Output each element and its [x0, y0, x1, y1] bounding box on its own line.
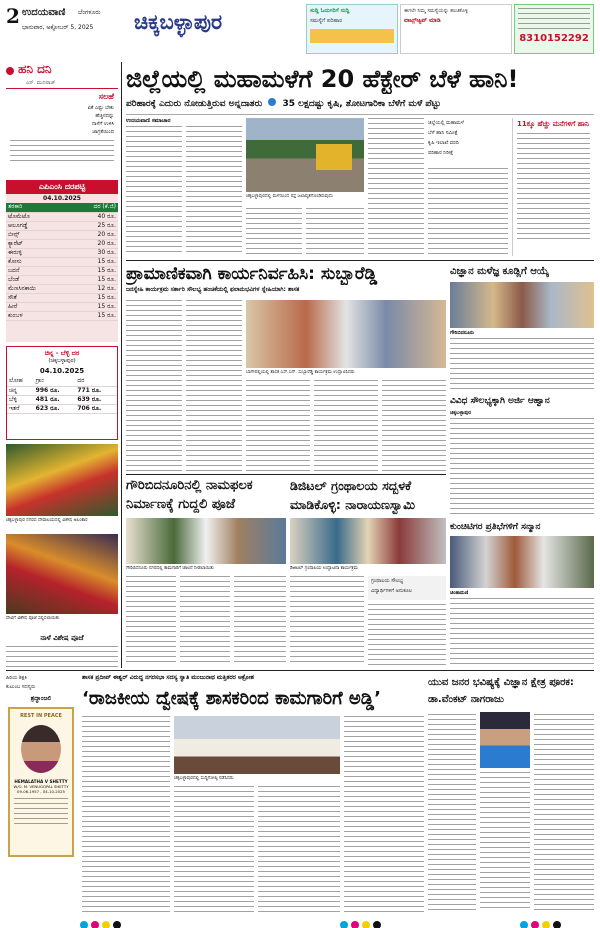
story3-photo — [450, 282, 594, 328]
rate-value: 20 ರೂ. — [67, 230, 118, 239]
gold-metal: ಚಿನ್ನ — [7, 386, 34, 395]
separator-dot-icon — [268, 98, 276, 106]
reg-mark-icon — [373, 921, 381, 928]
section-rule — [126, 474, 446, 475]
bullet-item: ಕೃಷಿ ಇಲಾಖೆ ವರದಿ — [428, 140, 459, 146]
rate-item: ಸೌತೆ — [6, 293, 67, 302]
obit-text — [14, 798, 68, 828]
temple-photo-2 — [6, 534, 118, 614]
rate-item: ಈರುಳ್ಳಿ — [6, 248, 67, 257]
lead-subhead-right: 35 ಲಕ್ಷದಷ್ಟು ಕೃಷಿ, ತೋಟಗಾರಿಕಾ ಬೆಳೆಗೆ ಮಳೆ ಪೆಟ್ಟು — [282, 99, 441, 109]
obituary-box — [6, 674, 76, 914]
quote-line: ಹೆಚ್ಚಿನದನ್ನು — [95, 113, 114, 119]
quote-title: ಸಲಹೆ — [98, 92, 114, 101]
ad-box-1 — [306, 4, 398, 54]
table-row — [6, 230, 118, 239]
gold-value: 623 ರೂ. — [34, 404, 76, 413]
story6-headline: ವಿವಿಧ ಸೌಲಭ್ಯಕ್ಕಾಗಿ ಅರ್ಜಿ ಆಹ್ವಾನ — [450, 396, 550, 406]
story5-headline-box — [290, 476, 446, 516]
rate-item: ಹೀರೆ — [6, 302, 67, 311]
brand-dot-icon — [6, 67, 14, 75]
story6-text — [450, 418, 594, 514]
table-row — [6, 302, 118, 311]
lead-side-box — [512, 118, 594, 256]
story4-headline: ಗೌರಿಬಿದನೂರಿನಲ್ಲಿ ನಾಮಫಲಕ ನಿರ್ಮಾಣಕ್ಕೆ ಗುದ್ದಲಿ ಪೂಜೆ — [126, 478, 253, 512]
table-row — [6, 275, 118, 284]
rate-value: 15 ರೂ. — [67, 266, 118, 275]
obit-card — [8, 707, 74, 857]
lead-col-3 — [246, 208, 302, 256]
bottom-kicker: ಶಾಸಕ ಪ್ರದೀಪ್ ಈಶ್ವರ್ ವಿರುದ್ಧ ನಗರಸಭಾ ಸದಸ್ಯ ಸ್ವಾತಿ ಮಂಜುನಾಥ ಮತ್ತಿತರರ ಆಕ್ರೋಶ — [82, 674, 254, 681]
rate-item: ಕೋಸು — [6, 257, 67, 266]
table-row — [7, 386, 117, 395]
story2-col-5 — [382, 380, 446, 472]
gold-value: 996 ರೂ. — [34, 386, 76, 395]
story7-text — [450, 598, 594, 664]
reg-mark-icon — [362, 921, 370, 928]
apmc-rates-box — [6, 180, 118, 342]
obit-name: HEMALATHA V SHETTY — [14, 779, 68, 784]
sidebar — [6, 60, 118, 650]
quote-line: ಜಾಗ್ರತೆಯಿಂದ — [92, 129, 114, 135]
rate-item: ಬೀನ್ಸ್ — [6, 230, 67, 239]
story2-photo — [246, 300, 446, 368]
table-row — [6, 212, 118, 221]
story2-col-2 — [186, 300, 242, 472]
story7-photo — [450, 536, 594, 588]
table-row — [6, 257, 118, 266]
lead-col-5 — [368, 118, 424, 256]
rate-item: ಆಲೂಗಡ್ಡೆ — [6, 221, 67, 230]
story4-col-3 — [234, 576, 286, 666]
story4-col-2 — [180, 576, 230, 666]
registration-marks-right — [520, 914, 564, 924]
quote-body-lines — [10, 140, 114, 162]
story5-caption: ಡಿಜಿಟಲ್ ಗ್ರಂಥಾಲಯ ಉದ್ಘಾಟನಾ ಕಾರ್ಯಕ್ರಮ — [290, 566, 358, 571]
rate-value: 15 ರೂ. — [67, 257, 118, 266]
lead-subhead-bar — [126, 98, 594, 112]
bottom-photo — [174, 716, 340, 774]
bottom-rule — [6, 670, 594, 671]
story3-headline: ವಿಜ್ಞಾನ ಮಳೆಜ್ಞ ಕೂಡ್ಲಿಗೆ ಆಯ್ಕೆ — [450, 266, 549, 277]
story4-col-1 — [126, 576, 176, 666]
rates-table — [6, 203, 118, 321]
reg-mark-icon — [520, 921, 528, 928]
ad1-phone-graphic — [310, 29, 394, 43]
event-body-lines — [6, 646, 118, 668]
rate-value: 25 ರೂ. — [67, 221, 118, 230]
lead-headline: ಜಿಲ್ಲೆಯಲ್ಲಿ ಮಹಾಮಳೆಗೆ 20 ಹೆಕ್ಟೇರ್ ಬೆಳೆ ಹಾನಿ! — [126, 65, 519, 93]
story5-photo — [290, 518, 446, 564]
temple-photo-1 — [6, 444, 118, 516]
rates-title: ಎಪಿಎಂಸಿ ದರಪಟ್ಟಿ — [6, 180, 118, 194]
story6-byline: ಚಿಕ್ಕಬಳ್ಳಾಪುರ — [450, 410, 471, 416]
gold-value: 481 ರೂ. — [34, 395, 76, 404]
gold-sub: (ಚಿಕ್ಕಬಳ್ಳಾಪುರ) — [48, 358, 76, 364]
obit-portrait — [21, 725, 61, 773]
story2-col-1 — [126, 300, 182, 472]
obit-relation: W/O. M. VENUGOPAL SHETTY — [13, 784, 69, 789]
bullet-item: ವಿದ್ಯಾರ್ಥಿಗಳಿಗೆ ಅನುಕೂಲ — [371, 588, 413, 594]
story3-byline: ಗೌರಿಬಿದನೂರು — [450, 330, 475, 336]
table-row — [6, 266, 118, 275]
lead-rule — [126, 114, 594, 115]
table-row — [6, 293, 118, 302]
gold-title: ಚಿನ್ನ - ಬೆಳ್ಳಿ ದರ — [44, 349, 80, 357]
reg-mark-icon — [340, 921, 348, 928]
bottom-col-4 — [344, 716, 424, 912]
table-row — [6, 311, 118, 320]
right-headline: ಯುವ ಜನರ ಭವಿಷ್ಯಕ್ಕೆ ವಿಜ್ಞಾನ ಕ್ಷೇತ್ರ ಪೂರಕ: ಡಾ.ವೆಂಕಟ್ ನಾಗರಾಜು — [428, 677, 574, 705]
table-row — [7, 404, 117, 413]
table-row — [7, 395, 117, 404]
date: ಭಾನುವಾರ, ಅಕ್ಟೋಬರ್ 5, 2025 — [22, 24, 94, 31]
story5-col-1 — [290, 576, 364, 666]
quote-line: ಏಕೆ ಎಷ್ಟು ಬೇಕು — [87, 105, 114, 111]
lead-photo-caption: ಚಿಕ್ಕಬಳ್ಳಾಪುರದಲ್ಲಿ ಮಳೆಯಿಂದ ರಸ್ತೆ ಜಲಾವೃತಗೊಂಡಿರುವುದು — [246, 194, 333, 199]
column-divider — [121, 62, 122, 668]
lead-byline: ಉದಯವಾಣಿ ಸಮಾಚಾರ — [126, 118, 171, 124]
masthead — [6, 4, 594, 58]
gold-table — [7, 377, 117, 414]
section-rule — [126, 260, 594, 261]
bottom-col-2 — [174, 786, 254, 912]
bottom-caption: ಚಿಕ್ಕಬಳ್ಳಾಪುರದಲ್ಲಿ ಸುದ್ದಿಗೋಷ್ಠಿ ನಡೆಸಿದರು — [174, 776, 234, 781]
right-headline-box — [428, 674, 594, 710]
obit-rip: REST IN PEACE — [20, 713, 62, 719]
reg-mark-icon — [80, 921, 88, 928]
rate-value: 15 ರೂ. — [67, 302, 118, 311]
bullet-item: ಗ್ರಂಥಾಲಯ ಸೌಲಭ್ಯ — [371, 578, 404, 584]
bottom-col-3 — [258, 786, 340, 912]
table-row — [6, 248, 118, 257]
gold-value: 771 ರೂ. — [75, 386, 117, 395]
obit-bullet: ಕುಟುಂಬ ಸದಸ್ಯರು — [6, 684, 36, 690]
story2-subhead: ಜನಸ್ನೇಹಿ ಕಾರ್ಯಕ್ರಮ ಸರ್ಕಾರಿ ಸೌಲಭ್ಯ ಹಂಚಿಕೆಯಲ್ಲಿ ಫಲಾನುಭವಿಗಳ ಸ್ನೇಹಿಯಾಗಿ: ಶಾಸಕ — [126, 286, 300, 293]
story4-photo — [126, 518, 286, 564]
rate-item: ಕ್ಯಾರೆಟ್ — [6, 239, 67, 248]
phone-number: 8310152292 — [519, 33, 589, 44]
bottom-col-1 — [82, 716, 170, 912]
photo2-caption: ದೇವಿಗೆ ವಿಶೇಷ ಪೂಜೆ ಸಲ್ಲಿಸಲಾಯಿತು — [6, 616, 60, 621]
table-row — [6, 239, 118, 248]
reg-mark-icon — [91, 921, 99, 928]
story5-bullet-box — [368, 576, 446, 600]
ad2-text: ಈಗಲೇ ನಿಮ್ಮ ಸಮಸ್ಯೆಯನ್ನು ಹಂಚಿಕೊಳ್ಳಿ — [404, 8, 468, 14]
rate-value: 15 ರೂ. — [67, 311, 118, 320]
story2-col-4 — [314, 380, 378, 472]
lead-subhead-left: ಪರಿಹಾರಕ್ಕೆ ಎದುರು ನೋಡುತ್ತಿರುವ ಅನ್ನದಾತರು — [126, 99, 263, 109]
gold-metal: ಇತರೆ — [7, 404, 34, 413]
right-col-2 — [534, 714, 594, 912]
story5-headline: ಡಿಜಿಟಲ್ ಗ್ರಂಥಾಲಯ ಸದ್ಬಳಕೆ ಮಾಡಿಕೊಳ್ಳಿ: ನಾರಾಯಣಸ್ವಾಮಿ — [290, 478, 416, 512]
gold-header-row — [7, 377, 117, 386]
story2-headline: ಪ್ರಾಮಾಣಿಕವಾಗಿ ಕಾರ್ಯನಿರ್ವಹಿಸಿ: ಸುಬ್ಬಾರೆಡ್ಡಿ — [126, 264, 378, 284]
obit-bullet: ಹಿರಿಯ ಶಿಕ್ಷಕಿ — [6, 675, 27, 681]
bullet-item: ಬೆಳೆ ಹಾನಿ ಸಮೀಕ್ಷೆ — [428, 130, 458, 136]
city: ಬೆಂಗಳೂರು — [78, 9, 101, 16]
obit-dates: 09-06-1957 - 04-10-2025 — [17, 789, 65, 794]
photo1-caption: ಚಿಕ್ಕಬಳ್ಳಾಪುರ ನಗರದ ದೇವಾಲಯದಲ್ಲಿ ವಿಶೇಷ ಅಲಂಕಾರ — [6, 518, 88, 523]
reg-mark-icon — [531, 921, 539, 928]
bullet-item: ಜಿಲ್ಲೆಯಲ್ಲಿ ಮಹಾಮಳೆ — [428, 120, 464, 126]
right-col-3 — [480, 772, 530, 912]
right-col-1 — [428, 714, 476, 912]
rate-value: 20 ರೂ. — [67, 239, 118, 248]
registration-marks-mid — [340, 914, 384, 924]
event-title: ನಾಳೆ ವಿಶೇಷ ಪೂಜೆ — [40, 634, 84, 642]
story7-headline: ಕುಂಚಿಟಿಗರ ಪ್ರತಿಭೆಗಳಿಗೆ ಸನ್ಮಾನ — [450, 522, 541, 532]
lead-box-title: 11ಕ್ಕೂ ಹೆಚ್ಚು ಮನೆಗಳಿಗೆ ಹಾನಿ — [517, 120, 589, 128]
paper-name: ಉದಯವಾಣಿ — [22, 7, 66, 18]
sidebar-brand-bar — [6, 60, 118, 80]
lead-col-6 — [428, 168, 508, 256]
rates-date: 04.10.2025 — [43, 195, 81, 202]
sidebar-tagline: ಎನ್. ಮುನಿರಾಜ್ — [26, 80, 56, 86]
gold-date: 04.10.2025 — [39, 367, 85, 375]
right-portrait — [480, 712, 530, 768]
bottom-headline: ‘ರಾಜಕೀಯ ದ್ವೇಷಕ್ಕೆ ಶಾಸಕರಿಂದ ಕಾಮಗಾರಿಗೆ ಅಡ್ಡಿ’ — [82, 688, 381, 709]
rates-header-row — [6, 203, 118, 212]
lead-box-lines — [517, 133, 590, 241]
lead-col-4 — [306, 208, 364, 256]
sidebar-brand: ಹನಿ ದನಿ — [18, 62, 52, 76]
story5-col-2 — [368, 604, 446, 666]
table-row — [6, 221, 118, 230]
lead-col-1 — [126, 126, 182, 256]
reg-mark-icon — [553, 921, 561, 928]
story7-byline: ಚಿಂತಾಮಣಿ — [450, 590, 469, 596]
rate-value: 30 ರೂ. — [67, 248, 118, 257]
rate-item: ಟೊಮೆಟೊ — [6, 212, 67, 221]
ad3-text-lines — [518, 8, 590, 30]
bullet-item: ಪರಿಹಾರ ನಿರೀಕ್ಷೆ — [428, 150, 454, 156]
gold-value: 706 ರೂ. — [75, 404, 117, 413]
rates-header-cell: ದರ (ಕೆ.ಜಿ) — [67, 203, 118, 212]
jcb-shape — [316, 144, 352, 170]
quote-line: ನಾಳೆಗೆ ಉಳಿಸಿ — [92, 121, 114, 127]
rate-item: ಬೆಂಡೆ — [6, 275, 67, 284]
lead-col-2 — [186, 126, 242, 256]
gold-rates-box — [6, 346, 118, 440]
ad-box-2 — [400, 4, 512, 54]
section-title: ಚಿಕ್ಕಬಳ್ಳಾಪುರ — [134, 10, 223, 34]
rate-value: 40 ರೂ. — [67, 212, 118, 221]
rate-item: ಮೆಣಸಿನಕಾಯಿ — [6, 284, 67, 293]
ad1-line1: ಸುದ್ದಿ ಓದುಗರಿಗೆ ಸುದ್ದಿ — [310, 8, 350, 14]
rate-item: ಕುಂಬಳ — [6, 311, 67, 320]
gold-metal: ಬೆಳ್ಳಿ — [7, 395, 34, 404]
reg-mark-icon — [113, 921, 121, 928]
page-number: 2 — [6, 4, 20, 28]
reg-mark-icon — [351, 921, 359, 928]
ad-box-3 — [514, 4, 594, 54]
ad2-brand: ವಾಟ್ಸ್‌ಆ್ಯಪ್ ಮಾಡಿ — [404, 17, 441, 24]
obit-title: ಶ್ರದ್ಧಾಂಜಲಿ — [30, 695, 52, 702]
registration-marks-left — [80, 914, 124, 924]
reg-mark-icon — [542, 921, 550, 928]
rate-value: 15 ರೂ. — [67, 293, 118, 302]
gold-header-cell: ದರ — [75, 377, 117, 386]
gold-value: 639 ರೂ. — [75, 395, 117, 404]
gold-header-cell: ಲೋಹ — [7, 377, 34, 386]
table-row — [6, 284, 118, 293]
gold-header-cell: ಗ್ರಾಂ — [34, 377, 76, 386]
story3-text — [450, 338, 594, 390]
story4-headline-box — [126, 476, 286, 516]
rate-value: 15 ರೂ. — [67, 275, 118, 284]
story2-caption: ಬಾಗೇಪಲ್ಲಿಯಲ್ಲಿ ಶಾಸಕ ಎಸ್.ಎನ್. ಸುಬ್ಬಾರೆಡ್ಡಿ ಕಾರ್ಯಕ್ರಮ ಉದ್ಘಾಟಿಸಿದರು — [246, 370, 355, 375]
story4-caption: ಗೌರಿಬಿದನೂರು ನಗರದಲ್ಲಿ ಕಾಮಗಾರಿಗೆ ಚಾಲನೆ ನೀಡಲಾಯಿತು — [126, 566, 214, 571]
rate-item: ಬದನೆ — [6, 266, 67, 275]
lead-photo — [246, 118, 364, 192]
reg-mark-icon — [102, 921, 110, 928]
story2-col-3 — [246, 380, 310, 472]
sidebar-quote-box — [6, 88, 118, 178]
rate-value: 12 ರೂ. — [67, 284, 118, 293]
ad1-line2: ಸಮಸ್ಯೆಗೆ ಪರಿಹಾರ — [310, 18, 343, 24]
rates-header-cell: ತರಕಾರಿ — [6, 203, 67, 212]
